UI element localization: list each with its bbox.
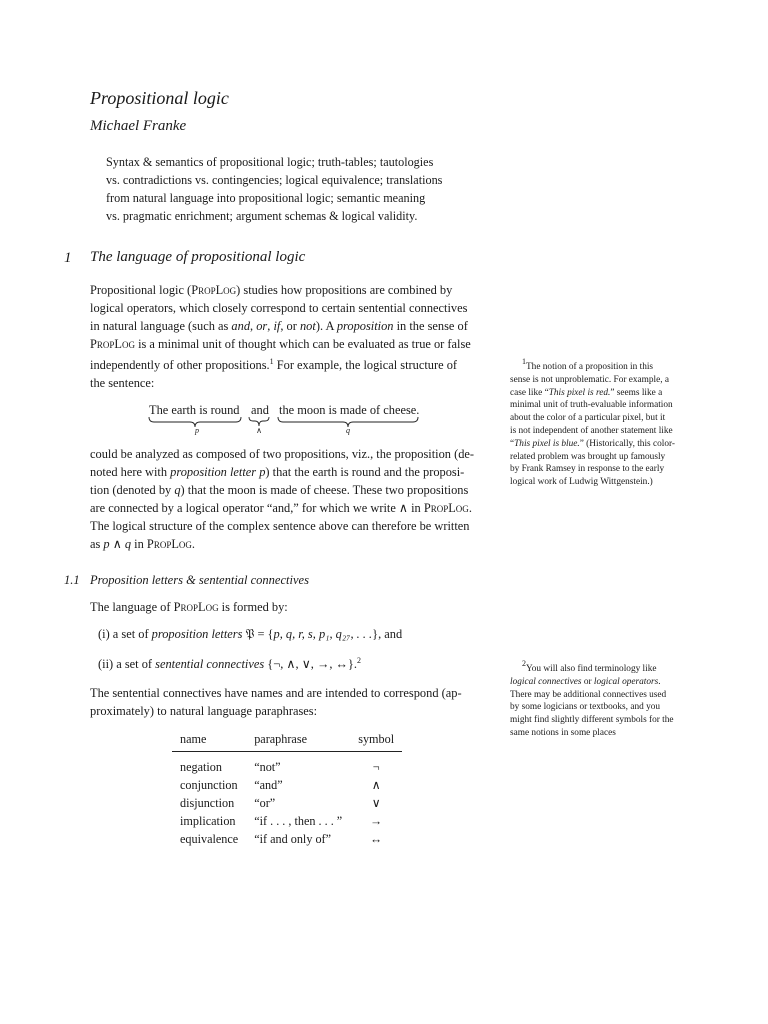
- para-line: as p ∧ q in PropLog.: [90, 537, 195, 551]
- para-line: The language of PropLog is formed by:: [90, 600, 288, 614]
- subsection-title: Proposition letters & sentential connectives: [90, 573, 309, 587]
- abstract-line: Syntax & semantics of propositional logic; truth-tables; tautologies: [106, 155, 434, 169]
- example-part1: The earth is round: [149, 403, 240, 417]
- brace-label-p: p: [195, 426, 199, 435]
- table-row: implication “if . . . , then . . . ” →: [180, 814, 383, 828]
- footnote-2: 2You will also find terminology like logical connectives or logical operators. There may be additional connectives used by some logicians or textbooks, and you might find slightly different symbols for the same notions in some places: [510, 659, 674, 738]
- list-item-2: (ii) a set of sentential connectives {¬, ∧, ∨, →, ↔}.$^2$: [98, 656, 361, 671]
- author-name: Michael Franke: [90, 118, 187, 134]
- para-line: the sentence:: [90, 376, 155, 390]
- para-line: tion (denoted by q) that the moon is made of cheese. These two propositions: [90, 483, 469, 497]
- abstract-line: from natural language into propositional logic; semantic meaning: [106, 191, 426, 205]
- section1-paragraph2: [90, 445, 482, 553]
- brace-label-q: q: [346, 426, 350, 435]
- paper-title: Propositional logic: [90, 88, 229, 108]
- para-line: Propositional logic (PropLog) studies how propositions are combined by: [90, 283, 453, 297]
- abstract-line: vs. contradictions vs. contingencies; logical equivalence; translations: [106, 173, 443, 187]
- subsection-number: 1.1: [64, 573, 80, 587]
- table-row: negation “not” ¬: [180, 760, 380, 774]
- abstract: [106, 153, 466, 225]
- connectives-table: [172, 730, 402, 848]
- para-line: independently of other propositions.$^1$ For example, the logical structure of: [90, 357, 458, 372]
- para-line: logical operators, which closely correspond to certain sentential connectives: [90, 301, 468, 315]
- footnote-ref-1: 1: [269, 357, 274, 366]
- example-part3: the moon is made of cheese.: [279, 403, 420, 417]
- section-title: The language of propositional logic: [90, 249, 306, 265]
- para-line: proximately) to natural language paraphrases:: [90, 704, 318, 718]
- underbrace-2: [249, 417, 269, 426]
- example-part2: and: [251, 403, 269, 417]
- footnote-ref-2: 2: [356, 656, 361, 665]
- brace-label-and: ∧: [256, 426, 262, 435]
- para-line: in natural language (such as and, or, if, or not). A proposition in the sense of: [90, 319, 468, 333]
- para-line: The logical structure of the complex sentence above can therefore be written: [90, 519, 470, 533]
- col-header-paraphrase: paraphrase: [246, 730, 350, 752]
- section-number: 1: [64, 250, 72, 266]
- table-row: disjunction “or” ∨: [180, 796, 381, 810]
- section1-paragraph1: [90, 281, 482, 392]
- list-item-1: (i) a set of proposition letters 𝔓 = {p, q, r, s, p₁, q₂₇, . . .}, and: [98, 627, 403, 641]
- footnote-1: 1The notion of a proposition in this sense is not unproblematic. For example, a case like “This pixel is red.” seems like a minimal unit of truth-evaluable information about the color of a particular pixel, but it is not independent of another statement like “This pixel is blue.” (Historically, this color- related problem was brought up famously by Frank Ramsey in response to the early logical work of Ludwig Wittgenstein.): [510, 357, 675, 488]
- para-line: noted here with proposition letter p) that the earth is round and the proposi-: [90, 465, 465, 479]
- underbraces: [140, 416, 440, 428]
- para-line: PropLog is a minimal unit of thought which can be evaluated as true or false: [90, 337, 471, 351]
- table-row: conjunction “and” ∧: [180, 778, 381, 792]
- para-line: could be analyzed as composed of two propositions, viz., the proposition (de-: [90, 447, 475, 461]
- col-header-symbol: symbol: [350, 730, 402, 752]
- para-line: are connected by a logical operator “and,” for which we write ∧ in PropLog.: [90, 501, 472, 515]
- table-row: equivalence “if and only of” ↔: [180, 832, 383, 846]
- table-header-row: [172, 730, 402, 752]
- subsection-intro: [90, 598, 482, 616]
- subsection-paragraph: [90, 684, 482, 720]
- col-header-name: name: [172, 730, 246, 752]
- para-line: The sentential connectives have names and are intended to correspond (ap-: [90, 686, 462, 700]
- abstract-line: vs. pragmatic enrichment; argument schemas & logical validity.: [106, 209, 418, 223]
